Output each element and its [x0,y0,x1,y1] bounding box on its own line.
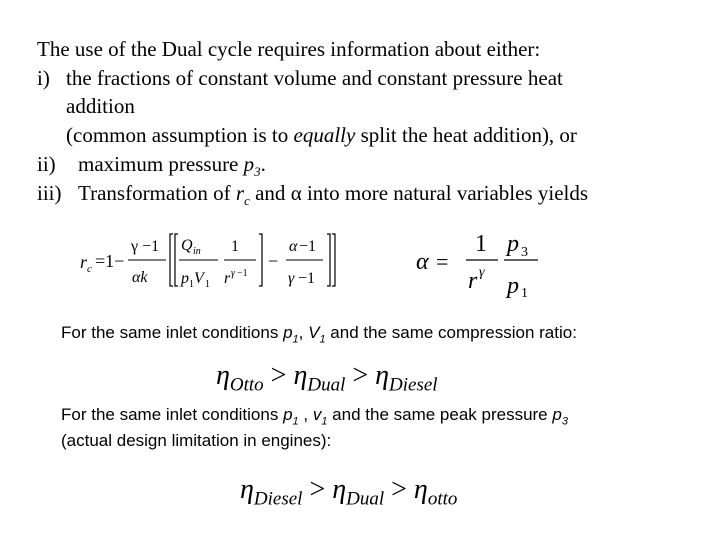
eta-symbol: η [332,474,347,505]
eta-sub-dual: Dual [307,374,346,396]
svg-text:1: 1 [521,286,528,301]
eta-sub-dual: Dual [346,488,385,510]
greater-than: > [391,474,407,505]
item-ii-end: . [260,152,266,176]
efficiency-ordering-1 [216,360,438,397]
item-i-text: the fractions of constant volume and constant pressure heat [66,66,563,90]
svg-text:Q: Q [181,237,193,254]
p3-var: p [552,405,562,424]
svg-text:p: p [181,270,189,287]
greater-than: > [309,474,326,505]
svg-text:1: 1 [231,238,239,255]
item-i-number: i) [37,66,50,90]
svg-text:r: r [468,268,478,294]
svg-text:1: 1 [189,279,194,290]
item-iii-number: iii) [37,181,62,205]
note-text-end: split the heat addition), or [355,123,577,147]
p-sub: 1 [292,415,299,428]
item-i [37,66,563,91]
svg-text:γ −1: γ −1 [131,238,160,255]
comparison-1-text [61,323,577,345]
p-var: p [283,405,293,424]
svg-text:1: 1 [205,279,210,290]
svg-text:γ: γ [479,265,485,280]
eta-symbol: η [413,474,428,505]
svg-text:r: r [224,270,231,287]
item-ii-number: ii) [37,152,56,176]
svg-text:c: c [87,263,92,275]
greater-than: > [270,360,287,391]
svg-text:=: = [436,249,449,274]
svg-text:γ: γ [231,268,235,279]
item-i-cont [66,94,135,119]
efficiency-ordering-2 [240,474,457,511]
svg-text:γ: γ [288,270,295,287]
eta-symbol: η [216,360,230,391]
comparison-2-pre: For the same inlet conditions [61,405,284,424]
svg-text:p: p [507,273,519,299]
eta-sub-otto: Otto [229,374,264,396]
comparison-2-line2: (actual design limitation in engines): [61,431,332,450]
svg-text:V: V [194,270,204,287]
svg-text:α: α [416,249,429,275]
intro-text: The use of the Dual cycle requires information about either: [37,37,541,61]
note-emphasis: equally [293,123,356,147]
p3-sub: 3 [561,415,568,428]
item-ii-sub: 3 [254,164,261,180]
svg-text:p: p [507,231,519,257]
v-sub: 1 [321,415,328,428]
v-var: v [312,405,322,424]
comparison-2-text [61,405,568,427]
svg-text:−1: −1 [298,270,316,287]
item-iii-mid: and [249,181,291,205]
comparison-1-post: and the same compression ratio: [325,323,577,342]
svg-text:3: 3 [521,245,528,260]
comparison-2-post: and the same peak pressure [327,405,553,424]
item-ii-var: p [243,152,255,176]
alpha-symbol: α [290,181,302,205]
comparison-1-pre: For the same inlet conditions [61,323,284,342]
item-iii-end: into more natural variables yields [301,181,589,205]
item-iii-sub: c [244,193,250,209]
item-i-text-cont: addition [66,94,135,118]
item-i-note [66,123,577,148]
eta-sub-diesel: Diesel [389,374,438,396]
svg-text:α: α [289,238,298,255]
svg-text:1: 1 [475,231,487,257]
svg-text:in: in [193,246,201,257]
eta-sub-diesel: Diesel [253,488,303,510]
v-var: V [308,323,320,342]
note-text: (common assumption is to [66,123,294,147]
rc-formula [78,226,348,301]
item-iii-var: r [235,181,245,205]
svg-text:−: − [268,251,279,271]
item-ii [37,152,266,180]
item-iii [37,181,588,209]
svg-text:αk: αk [132,269,148,286]
item-iii-text: Transformation of [78,181,236,205]
intro-line [37,37,540,62]
svg-text:−1: −1 [237,268,248,279]
svg-text:=1−: =1− [95,251,125,271]
svg-text:r: r [80,252,88,272]
eta-sub-otto: otto [427,488,458,510]
separator: , [298,405,313,424]
eta-symbol: η [293,360,308,391]
eta-symbol: η [375,360,390,391]
separator: , [298,323,309,342]
eta-symbol: η [240,474,254,505]
p-var: p [283,323,293,342]
p-sub: 1 [292,333,299,346]
svg-text:−1: −1 [299,238,317,255]
item-ii-text: maximum pressure [78,152,244,176]
v-sub: 1 [319,333,326,346]
alpha-formula [414,226,544,307]
greater-than: > [352,360,369,391]
comparison-2-text-cont [61,431,331,451]
